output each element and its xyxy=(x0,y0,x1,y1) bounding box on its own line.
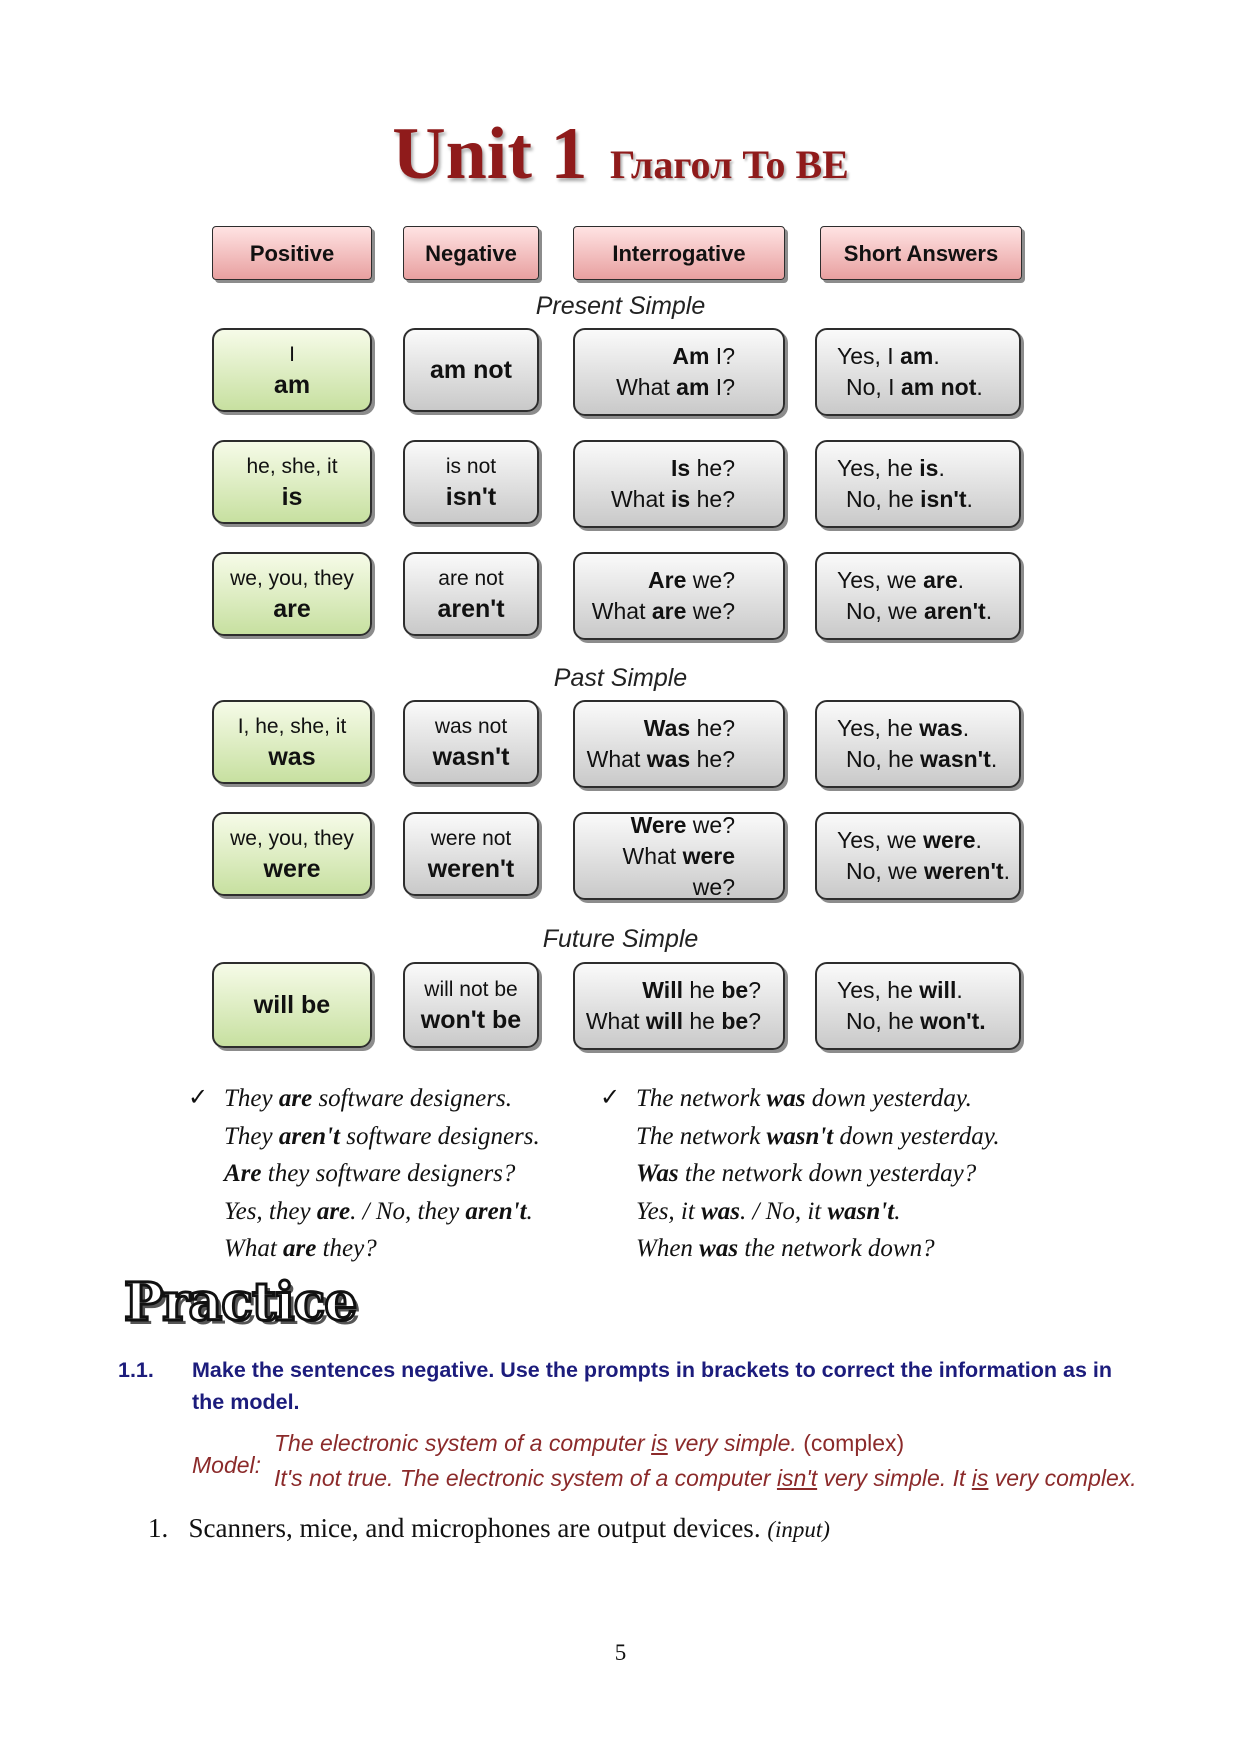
negative-short: isn't xyxy=(445,483,497,511)
negative-full: are not xyxy=(438,567,504,590)
question-2: What will he be? xyxy=(585,1008,761,1034)
answer-yes: Yes, he will. xyxy=(837,977,963,1003)
example-line: The network wasn't down yesterday. xyxy=(636,1122,1000,1150)
negative-full: were not xyxy=(430,827,512,850)
exercise-text: Scanners, mice, and microphones are output devices. xyxy=(188,1513,761,1543)
task-instruction xyxy=(118,1354,1128,1418)
answer-yes: Yes, we were. xyxy=(837,827,982,853)
negative-full: is not xyxy=(445,455,497,478)
example-line: When was the network down? xyxy=(636,1235,935,1262)
cell-positive xyxy=(212,962,372,1048)
header-negative-label: Negative xyxy=(425,240,517,266)
cell-short-answers xyxy=(815,328,1021,416)
answer-yes: Yes, I am. xyxy=(837,343,940,369)
negative-short: wasn't xyxy=(432,743,510,771)
subject-text: I, he, she, it xyxy=(237,715,347,738)
exercise-number: 1. xyxy=(148,1513,169,1543)
answer-no: No, he wasn't. xyxy=(846,746,998,772)
tense-future: Future Simple xyxy=(542,925,699,953)
model-label: Model: xyxy=(192,1452,262,1478)
question-1: Were we? xyxy=(630,811,735,838)
example-line: What are they? xyxy=(224,1235,377,1262)
page-number: 5 xyxy=(614,1640,627,1665)
exercise-item xyxy=(148,1513,830,1544)
example-line: They aren't software designers. xyxy=(224,1122,540,1150)
verb-form: is xyxy=(281,483,303,511)
header-interrogative-label: Interrogative xyxy=(612,240,746,266)
negative-short: aren't xyxy=(437,595,505,623)
cell-interrogative xyxy=(573,328,785,416)
question-1: Will he be? xyxy=(642,977,761,1003)
unit-number: Unit 1 xyxy=(392,113,588,195)
question-1: Am I? xyxy=(672,343,735,369)
task-text: Make the sentences negative. Use the prompts in brackets to correct the information as in the model. xyxy=(192,1358,1112,1414)
cell-short-answers xyxy=(815,812,1021,900)
negative-short: weren't xyxy=(427,855,515,883)
header-positive xyxy=(212,226,372,280)
examples-left xyxy=(188,1080,540,1268)
cell-negative xyxy=(403,440,539,524)
negative-form: am not xyxy=(430,355,512,384)
cell-short-answers xyxy=(815,440,1021,528)
cell-positive xyxy=(212,812,372,896)
cell-interrogative xyxy=(573,700,785,788)
cell-negative xyxy=(403,700,539,784)
answer-yes: Yes, we are. xyxy=(837,567,965,593)
verb-form: were xyxy=(263,855,321,883)
unit-title xyxy=(0,112,1241,197)
answer-no: No, he won't. xyxy=(846,1008,986,1034)
exercise-hint: (input) xyxy=(767,1517,830,1542)
answer-no: No, he isn't. xyxy=(846,486,973,512)
header-negative xyxy=(403,226,539,280)
cell-positive xyxy=(212,700,372,784)
subject-text: I xyxy=(289,343,295,366)
tense-past: Past Simple xyxy=(553,664,688,692)
example-line: Yes, they are. / No, they aren't. xyxy=(224,1197,533,1225)
cell-negative xyxy=(403,328,539,412)
cell-interrogative xyxy=(573,440,785,528)
question-1: Is he? xyxy=(671,455,735,481)
example-line: Was the network down yesterday? xyxy=(636,1160,977,1187)
header-positive-label: Positive xyxy=(249,240,335,266)
model-line-2: It's not true. The electronic system of a computer isn't very simple. It is very complex. xyxy=(274,1465,1137,1491)
cell-short-answers xyxy=(815,962,1021,1050)
question-1: Are we? xyxy=(648,567,735,593)
unit-subtitle: Глагол To BE xyxy=(609,142,849,187)
verb-form: are xyxy=(273,595,311,623)
question-2: What are we? xyxy=(591,598,735,624)
header-short-label: Short Answers xyxy=(843,240,999,266)
verb-form: will be xyxy=(253,990,331,1019)
answer-yes: Yes, he is. xyxy=(837,455,945,481)
verb-form: was xyxy=(268,743,316,771)
negative-full: will not be xyxy=(424,978,518,1001)
cell-positive xyxy=(212,552,372,636)
question-2: What am I? xyxy=(616,374,735,400)
subject-text: we, you, they xyxy=(230,827,354,850)
example-line: Are they software designers? xyxy=(224,1160,516,1187)
cell-short-answers xyxy=(815,700,1021,788)
example-line: Yes, it was. / No, it wasn't. xyxy=(636,1197,901,1225)
question-2: What is he? xyxy=(610,486,735,512)
examples-right xyxy=(600,1080,1000,1268)
question-2: What was he? xyxy=(586,746,735,772)
checkmark-icon: ✓ xyxy=(188,1085,209,1111)
cell-positive xyxy=(212,440,372,524)
subject-text: we, you, they xyxy=(230,567,354,590)
negative-short: won't be xyxy=(420,1006,522,1034)
answer-no: No, I am not. xyxy=(846,374,983,400)
example-line: ✓ The network was down yesterday. xyxy=(636,1080,1000,1118)
cell-negative xyxy=(403,552,539,636)
example-line: ✓ They are software designers. xyxy=(224,1080,540,1118)
cell-interrogative xyxy=(573,962,785,1050)
question-2: What were we? xyxy=(622,842,735,900)
verb-form: am xyxy=(273,371,311,399)
cell-interrogative xyxy=(573,812,785,900)
cell-negative xyxy=(403,812,539,896)
header-short-answers xyxy=(820,226,1022,280)
question-1: Was he? xyxy=(643,715,735,741)
cell-short-answers xyxy=(815,552,1021,640)
header-interrogative xyxy=(573,226,785,280)
answer-no: No, we weren't. xyxy=(846,858,1010,884)
cell-interrogative xyxy=(573,552,785,640)
model-line-1: The electronic system of a computer is very simple. (complex) xyxy=(274,1430,905,1456)
task-number: 1.1. xyxy=(118,1358,154,1382)
subject-text: he, she, it xyxy=(246,455,338,478)
answer-no: No, we aren't. xyxy=(846,598,993,624)
practice-logo: Practice xyxy=(124,1272,357,1333)
tense-present: Present Simple xyxy=(535,292,706,320)
cell-positive xyxy=(212,328,372,412)
cell-negative xyxy=(403,962,539,1048)
answer-yes: Yes, he was. xyxy=(837,715,970,741)
checkmark-icon: ✓ xyxy=(600,1085,621,1111)
negative-full: was not xyxy=(434,715,508,738)
